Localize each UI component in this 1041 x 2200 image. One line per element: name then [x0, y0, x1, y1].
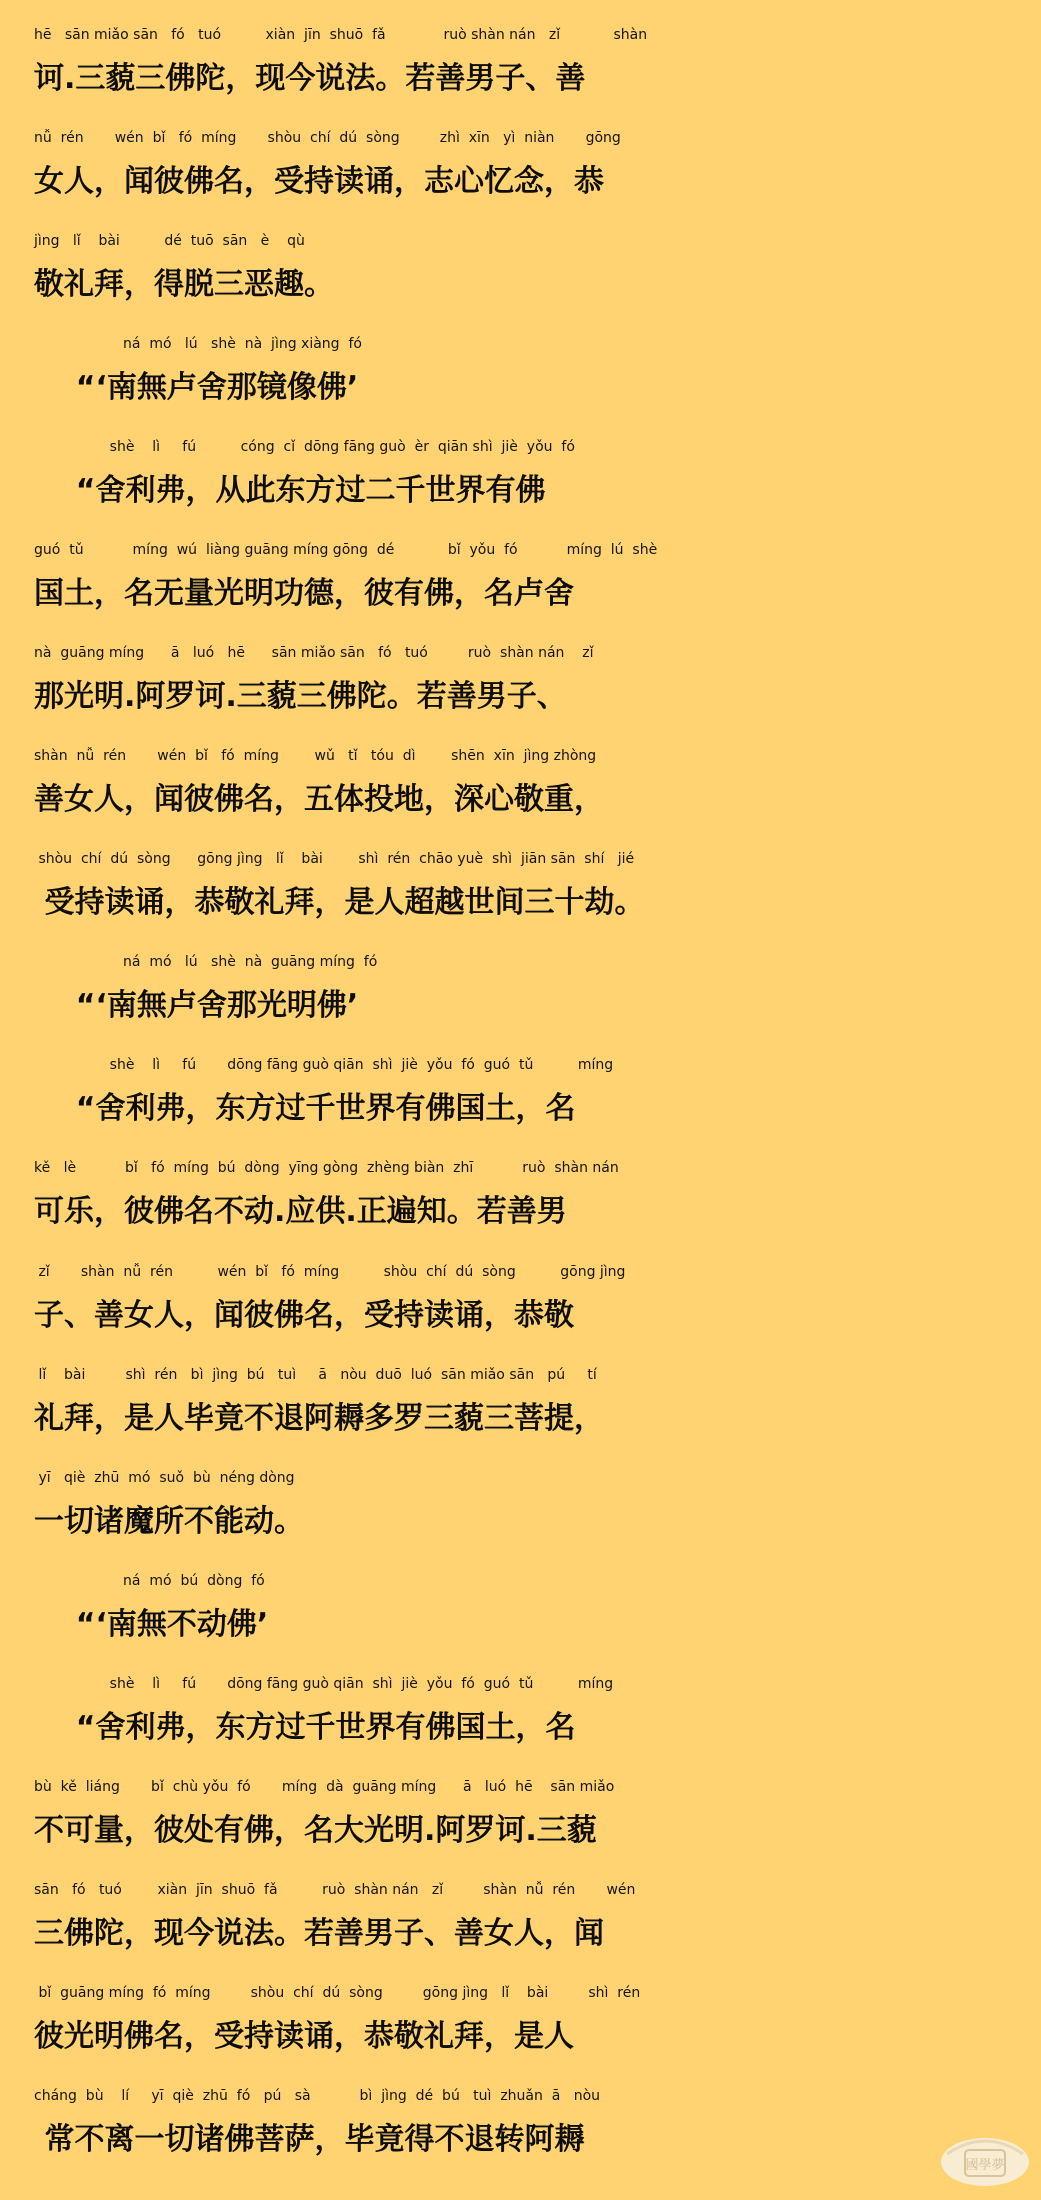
- text-line: [0, 224, 1041, 324]
- pinyin-line: shàn nǚ rén wén bǐ fó míng wǔ tǐ tóu dì shēn xīn jìng zhòng: [34, 748, 597, 764]
- hanzi-line: 礼拜，是人毕竟不退阿耨多罗三藐三菩提，: [34, 1401, 604, 1436]
- hanzi-line: “‘南無卢舍那光明佛’: [34, 988, 359, 1023]
- pinyin-line: lǐ bài shì rén bì jìng bú tuì ā nòu duō luó sān miǎo sān pú tí: [34, 1367, 597, 1383]
- hanzi-line: 子、善女人，闻彼佛名，受持读诵，恭敬: [34, 1298, 574, 1333]
- text-line: [0, 1976, 1041, 2076]
- hanzi-line: 常不离一切诸佛菩萨，毕竟得不退转阿耨: [34, 2122, 585, 2157]
- hanzi-line: 可乐，彼佛名不动.应供.正遍知。若善男: [34, 1194, 567, 1229]
- text-line: [0, 121, 1041, 221]
- pinyin-line: kě lè bǐ fó míng bú dòng yīng gòng zhèng biàn zhī ruò shàn nán: [34, 1160, 619, 1176]
- pinyin-line: bǐ guāng míng fó míng shòu chí dú sòng gōng jìng lǐ bài shì rén: [34, 1985, 641, 2001]
- hanzi-line: 彼光明佛名，受持读诵，恭敬礼拜，是人: [34, 2019, 574, 2054]
- pinyin-line: yī qiè zhū mó suǒ bù néng dòng: [34, 1470, 295, 1486]
- pinyin-line: sān fó tuó xiàn jīn shuō fǎ ruò shàn nán zǐ shàn nǚ rén wén: [34, 1882, 636, 1898]
- hanzi-line: 善女人，闻彼佛名，五体投地，深心敬重，: [34, 782, 604, 817]
- pinyin-line: zǐ shàn nǚ rén wén bǐ fó míng shòu chí dú sòng gōng jìng: [34, 1264, 626, 1280]
- pinyin-line: bù kě liáng bǐ chù yǒu fó míng dà guāng míng ā luó hē sān miǎo: [34, 1779, 615, 1795]
- text-line: [0, 1667, 1041, 1767]
- text-line: [0, 945, 1041, 1045]
- pinyin-line: shè lì fú dōng fāng guò qiān shì jiè yǒu fó guó tǔ míng: [34, 1676, 614, 1692]
- pinyin-line: cháng bù lí yī qiè zhū fó pú sà bì jìng dé bú tuì zhuǎn ā nòu: [34, 2088, 601, 2104]
- hanzi-line: 国土，名无量光明功德，彼有佛，名卢舍: [34, 576, 574, 611]
- pinyin-line: nǚ rén wén bǐ fó míng shòu chí dú sòng zhì xīn yì niàn gōng: [34, 130, 621, 146]
- text-line: [0, 327, 1041, 427]
- hanzi-line: “‘南無不动佛’: [34, 1607, 269, 1642]
- hanzi-line: 不可量，彼处有佛，名大光明.阿罗诃.三藐: [34, 1813, 597, 1848]
- hanzi-line: “舍利弗，从此东方过二千世界有佛: [34, 473, 546, 508]
- hanzi-line: 那光明.阿罗诃.三藐三佛陀。若善男子、: [34, 679, 567, 714]
- text-line: [0, 533, 1041, 633]
- pinyin-line: hē sān miǎo sān fó tuó xiàn jīn shuō fǎ ruò shàn nán zǐ shàn: [34, 27, 648, 43]
- text-line: [0, 1048, 1041, 1148]
- hanzi-line: 一切诸魔所不能动。: [34, 1504, 304, 1539]
- pinyin-line: shòu chí dú sòng gōng jìng lǐ bài shì rén chāo yuè shì jiān sān shí jié: [34, 851, 635, 867]
- text-line: [0, 739, 1041, 839]
- hanzi-line: 受持读诵，恭敬礼拜，是人超越世间三十劫。: [34, 885, 645, 920]
- hanzi-line: “‘南無卢舍那镜像佛’: [34, 370, 359, 405]
- pinyin-line: shè lì fú dōng fāng guò qiān shì jiè yǒu fó guó tǔ míng: [34, 1057, 614, 1073]
- hanzi-line: 三佛陀，现今说法。若善男子、善女人，闻: [34, 1916, 604, 1951]
- pinyin-line: ná mó bú dòng fó: [34, 1573, 265, 1589]
- text-line: [0, 1770, 1041, 1870]
- pinyin-line: jìng lǐ bài dé tuō sān è qù: [34, 233, 305, 249]
- hanzi-line: 诃.三藐三佛陀，现今说法。若善男子、善: [34, 61, 586, 96]
- text-line: [0, 18, 1041, 118]
- text-line: [0, 842, 1041, 942]
- text-line: [0, 1564, 1041, 1664]
- hanzi-line: “舍利弗，东方过千世界有佛国土，名: [34, 1091, 576, 1126]
- text-line: [0, 1255, 1041, 1355]
- svg-text:國學夢: 國學夢: [965, 2158, 1005, 2173]
- pinyin-line: nà guāng míng ā luó hē sān miǎo sān fó tuó ruò shàn nán zǐ: [34, 645, 594, 661]
- pinyin-line: guó tǔ míng wú liàng guāng míng gōng dé bǐ yǒu fó míng lú shè: [34, 542, 658, 558]
- pinyin-line: ná mó lú shè nà guāng míng fó: [34, 954, 378, 970]
- text-line: [0, 1873, 1041, 1973]
- hanzi-line: 敬礼拜，得脱三恶趣。: [34, 267, 334, 302]
- text-line: [0, 1151, 1041, 1251]
- watermark-seal: [937, 2126, 1033, 2192]
- text-line: [0, 430, 1041, 530]
- text-line: [0, 1358, 1041, 1458]
- pinyin-line: shè lì fú cóng cǐ dōng fāng guò èr qiān shì jiè yǒu fó: [34, 439, 575, 455]
- hanzi-line: “舍利弗，东方过千世界有佛国土，名: [34, 1710, 576, 1745]
- text-line: [0, 636, 1041, 736]
- text-line: [0, 1461, 1041, 1561]
- hanzi-line: 女人，闻彼佛名，受持读诵，志心忆念，恭: [34, 164, 604, 199]
- text-line: [0, 2079, 1041, 2179]
- pinyin-line: ná mó lú shè nà jìng xiàng fó: [34, 336, 362, 352]
